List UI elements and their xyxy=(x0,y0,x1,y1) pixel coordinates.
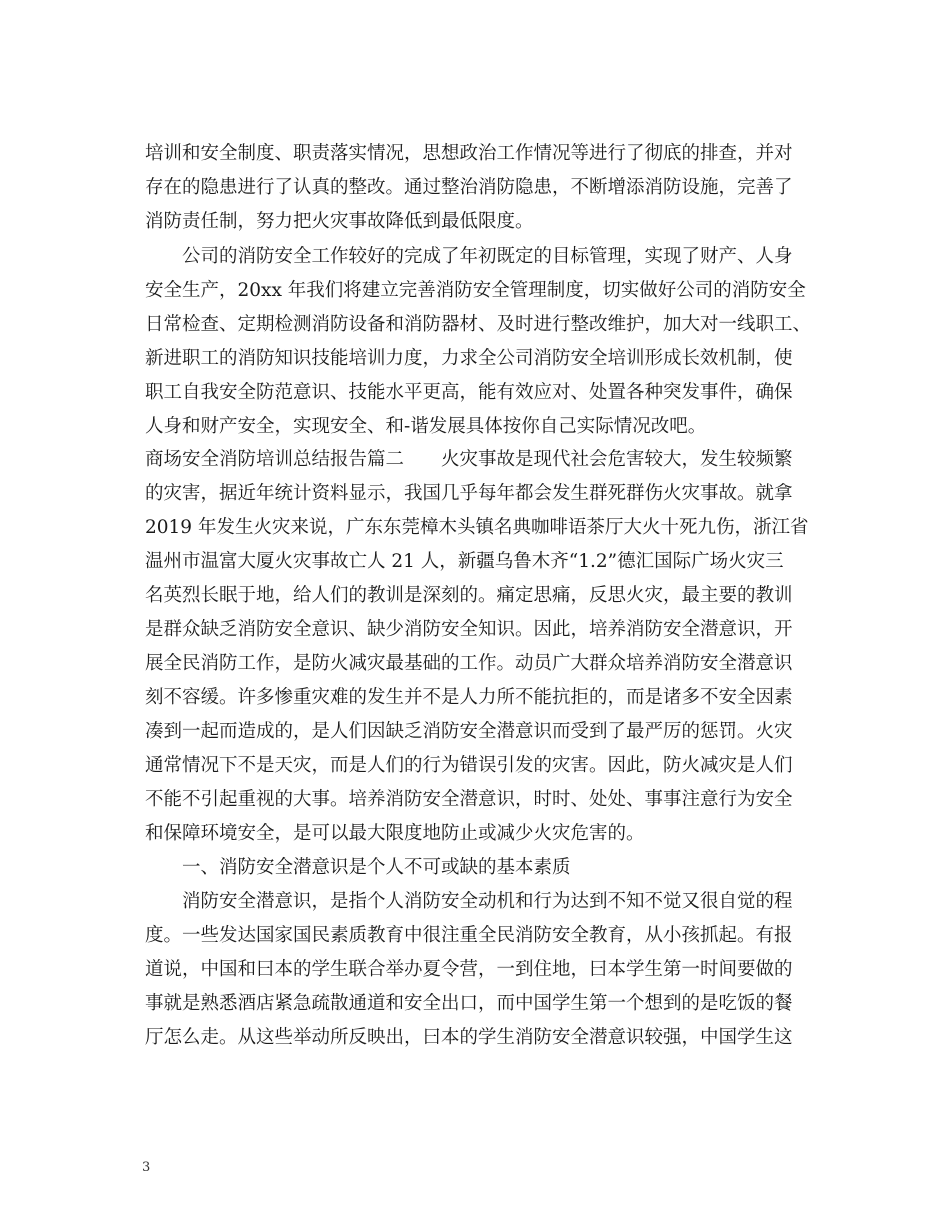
text-line: 日常检查、定期检测消防设备和消防器材、及时进行整改维护，加大对一线职工、 xyxy=(145,314,812,335)
text-line: 展全民消防工作，是防火减灾最基础的工作。动员广大群众培养消防安全潜意识 xyxy=(145,653,793,674)
text-line: 职工自我安全防范意识、技能水平更高，能有效应对、处置各种突发事件，确保 xyxy=(145,382,793,403)
section-title-line: 商场安全消防培训总结报告篇二 火灾事故是现代社会危害较大，发生较频繁 xyxy=(145,449,793,470)
paragraph-first-line: 消防安全潜意识，是指个人消防安全动机和行为达到不知不觉又很自觉的程 xyxy=(182,891,793,912)
text-line: 是群众缺乏消防安全意识、缺少消防安全知识。因此，培养消防安全潜意识，开 xyxy=(145,619,793,640)
text-line: 安全生产，20xx 年我们将建立完善消防安全管理制度，切实做好公司的消防安全 xyxy=(145,280,806,301)
text-line: 2019 年发生火灾来说，广东东莞樟木头镇名典咖啡语茶厅大火十死九伤，浙江省 xyxy=(145,517,809,538)
text-line: 人身和财产安全，实现安全、和-谐发展具体按你自己实际情况改吧。 xyxy=(145,416,707,437)
text-line: 度。一些发达国家国民素质教育中很注重全民消防安全教育，从小孩抓起。有报 xyxy=(145,925,793,946)
text-line: 通常情况下不是天灾，而是人们的行为错误引发的灾害。因此，防火减灾是人们 xyxy=(145,755,793,776)
subheading-line: 一、消防安全潜意识是个人不可或缺的基本素质 xyxy=(182,857,571,878)
text-line: 事就是熟悉酒店紧急疏散通道和安全出口，而中国学生第一个想到的是吃饭的餐 xyxy=(145,993,793,1014)
text-line: 新进职工的消防知识技能培训力度，力求全公司消防安全培训形成长效机制，使 xyxy=(145,348,793,369)
text-line: 厅怎么走。从这些举动所反映出，曰本的学生消防安全潜意识较强，中国学生这 xyxy=(145,1027,793,1048)
page-number: 3 xyxy=(142,1160,151,1175)
text-line: 温州市温富大厦火灾事故亡人 21 人，新疆乌鲁木齐“1.2”德汇国际广场火灾三 xyxy=(145,551,784,572)
text-line: 道说，中国和曰本的学生联合举办夏令营，一到住地，曰本学生第一时间要做的 xyxy=(145,959,793,980)
text-line: 和保障环境安全，是可以最大限度地防止或减少火灾危害的。 xyxy=(145,823,645,844)
text-line: 凑到一起而造成的，是人们因缺乏消防安全潜意识而受到了最严厉的惩罚。火灾 xyxy=(145,721,793,742)
text-line: 培训和安全制度、职责落实情况，思想政治工作情况等进行了彻底的排查，并对 xyxy=(145,143,793,164)
paragraph-first-line: 公司的消防安全工作较好的完成了年初既定的目标管理，实现了财产、人身 xyxy=(182,246,793,267)
text-line: 不能不引起重视的大事。培养消防安全潜意识，时时、处处、事事注意行为安全 xyxy=(145,789,793,810)
text-line: 名英烈长眠于地，给人们的教训是深刻的。痛定思痛，反思火灾，最主要的教训 xyxy=(145,585,793,606)
text-line: 消防责任制，努力把火灾事故降低到最低限度。 xyxy=(145,211,534,232)
text-line: 刻不容缓。许多惨重灾难的发生并不是人力所不能抗拒的，而是诸多不安全因素 xyxy=(145,687,793,708)
text-line: 的灾害，据近年统计资料显示，我国几乎每年都会发生群死群伤火灾事故。就拿 xyxy=(145,483,793,504)
text-line: 存在的隐患进行了认真的整改。通过整治消防隐患，不断增添消防设施，完善了 xyxy=(145,177,793,198)
